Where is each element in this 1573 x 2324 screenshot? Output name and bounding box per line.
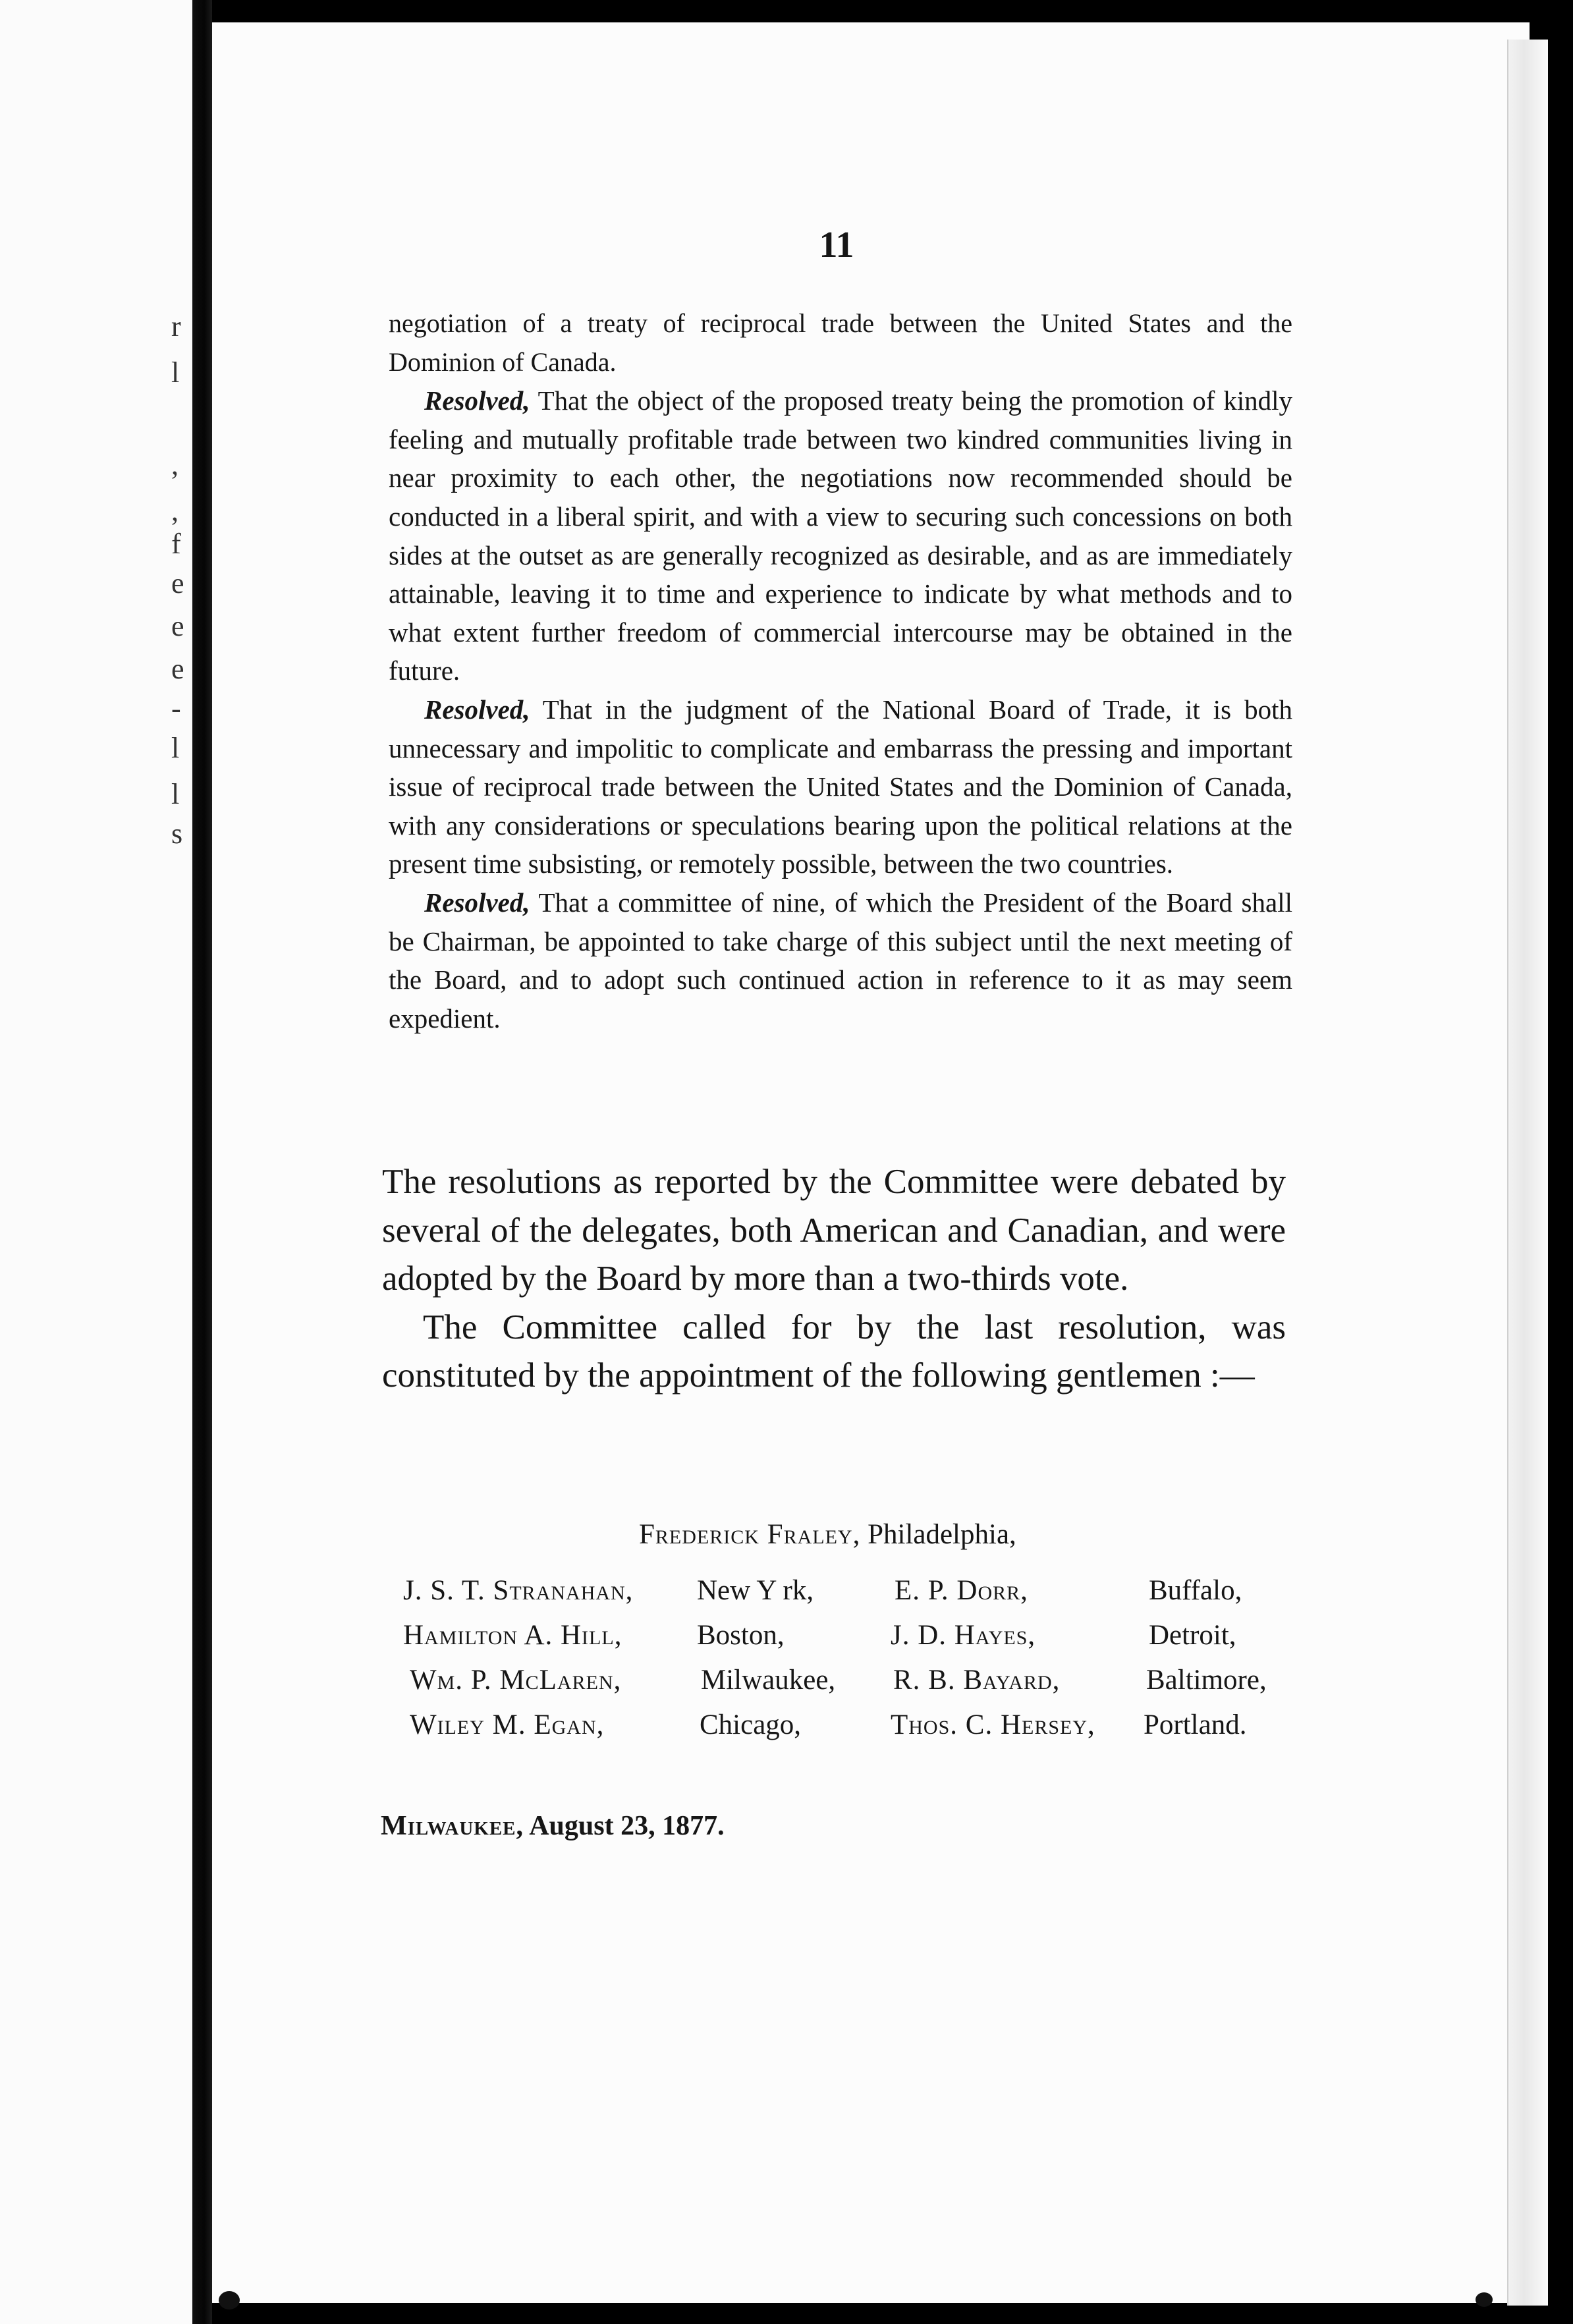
prev-page-mark: - bbox=[171, 692, 181, 725]
member-city: Philadelphia, bbox=[868, 1519, 1016, 1550]
page-edge-shadow bbox=[1507, 40, 1548, 2306]
narrative-paragraph: The resolutions as reported by the Committee were debated by several of the delegates, both American and Canadian, and were adopted by the Board by more than a two-thirds vote. bbox=[382, 1163, 1286, 1298]
member-name: Frederick Fraley, bbox=[639, 1519, 861, 1550]
prev-page-mark: , bbox=[171, 449, 179, 481]
paragraph-text: That a committee of nine, of which the President of the Board shall be Chairman, be appointed to take charge of this subject until the next meeting of the Board, and to adopt such continued action in reference to it as may seem expedient. bbox=[389, 887, 1292, 1034]
member-name: R. B. Bayard, bbox=[893, 1665, 1061, 1696]
member-city: Baltimore, bbox=[1146, 1665, 1267, 1696]
member-city: Chicago, bbox=[700, 1709, 802, 1740]
signature-line bbox=[381, 1810, 725, 1842]
member-name: Thos. C. Hersey, bbox=[891, 1709, 1095, 1740]
ink-blot bbox=[1476, 2292, 1493, 2307]
member-city: New Y rk, bbox=[697, 1575, 814, 1606]
resolved-keyword: Resolved, bbox=[424, 887, 530, 918]
member-name: Hamilton A. Hill, bbox=[403, 1620, 622, 1651]
member-city: Buffalo, bbox=[1149, 1575, 1242, 1606]
page-number: 11 bbox=[819, 225, 854, 265]
prev-page-mark: l bbox=[171, 732, 180, 764]
prev-page-mark: e bbox=[171, 610, 184, 642]
book-gutter bbox=[192, 0, 212, 2324]
committee-chairman bbox=[639, 1518, 1016, 1551]
paragraph-text: negotiation of a treaty of reciprocal trade between the United States and the Dominion of Canada. bbox=[389, 308, 1292, 377]
prev-page-mark: e bbox=[171, 567, 184, 599]
resolved-keyword: Resolved, bbox=[424, 694, 530, 725]
prev-page-mark: s bbox=[171, 817, 183, 850]
member-city: Milwaukee, bbox=[701, 1665, 836, 1696]
prev-page-mark: l bbox=[171, 356, 180, 389]
prev-page-mark: f bbox=[171, 528, 181, 560]
member-name: J. S. T. Stranahan, bbox=[403, 1575, 634, 1606]
paragraph bbox=[389, 883, 1292, 1038]
previous-page-edge bbox=[0, 0, 192, 2324]
paragraph bbox=[389, 690, 1292, 883]
resolved-keyword: Resolved, bbox=[424, 385, 530, 416]
member-name: E. P. Dorr, bbox=[895, 1575, 1028, 1606]
member-city: Portland. bbox=[1144, 1709, 1247, 1740]
signature-date: August 23, 1877. bbox=[524, 1811, 725, 1841]
member-name: J. D. Hayes, bbox=[891, 1620, 1036, 1651]
prev-page-mark: l bbox=[171, 778, 180, 810]
narrative-paragraph: The Committee called for by the last resolution, was constituted by the appointment of the following gentlemen :— bbox=[382, 1308, 1286, 1395]
member-name: Wm. P. McLaren, bbox=[410, 1665, 622, 1696]
narrative-text bbox=[382, 1158, 1286, 1400]
prev-page-mark: e bbox=[171, 653, 184, 685]
member-name: Wiley M. Egan, bbox=[410, 1709, 605, 1740]
paragraph bbox=[389, 381, 1292, 690]
member-city: Boston, bbox=[697, 1620, 785, 1651]
prev-page-mark: r bbox=[171, 310, 181, 343]
member-city: Detroit, bbox=[1149, 1620, 1236, 1651]
ink-blot bbox=[219, 2291, 240, 2310]
paragraph-text: That in the judgment of the National Board of Trade, it is both unnecessary and impolitic to complicate and embarrass the pressing and important issue of reciprocal trade between the United States and the Dominion of Canada, with any considerations or speculations bearing upon the political relations at the present time subsisting, or remotely possible, between the two countries. bbox=[389, 694, 1292, 879]
resolutions-text bbox=[389, 304, 1292, 1038]
paragraph bbox=[389, 304, 1292, 381]
signature-place: Milwaukee, bbox=[381, 1811, 524, 1841]
paragraph-text: That the object of the proposed treaty being the promotion of kindly feeling and mutually profitable trade between two kindred communities living in near proximity to each other, the negotiations now recommended should be conducted in a liberal spirit, and with a view to securing such concessions on both sides at the outset as are generally recognized as desirable, and as are immediately attainable, leaving it to time and experience to indicate by what methods and to what extent further freedom of commercial intercourse may be obtained in the future. bbox=[389, 385, 1292, 686]
prev-page-mark: , bbox=[171, 495, 179, 527]
